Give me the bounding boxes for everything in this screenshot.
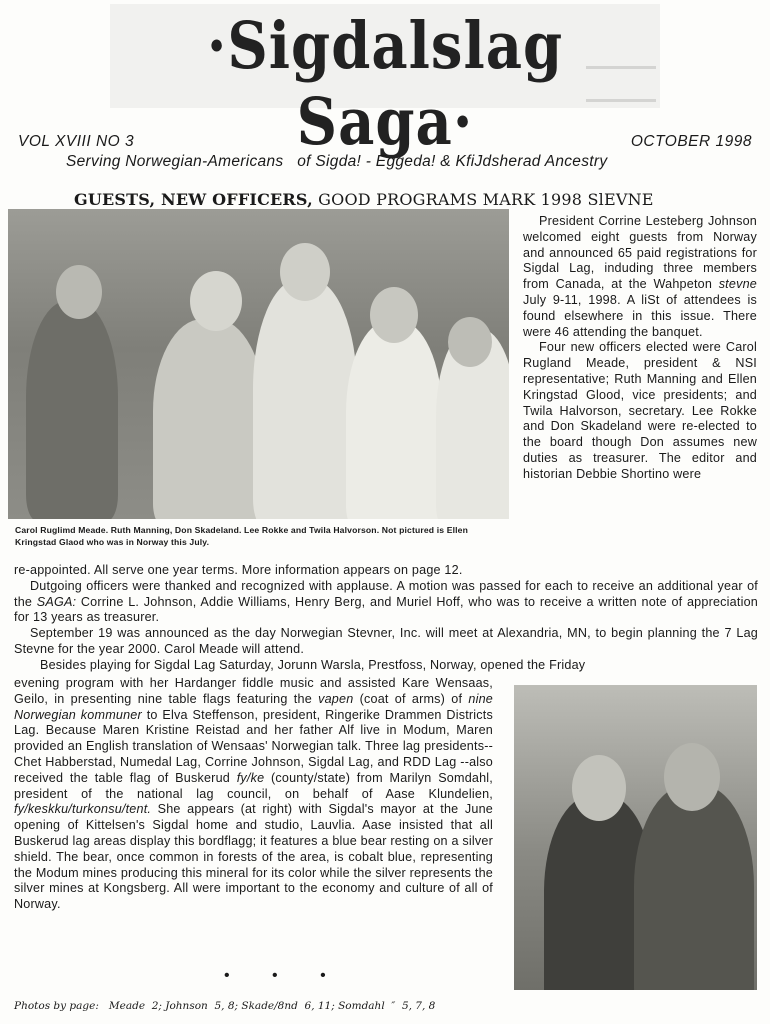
text-run: (county/state) from Marilyn Somdahl, president of the national lag council, on behalf of Aase Klundelien,	[14, 770, 494, 801]
masthead-title: ·Sigdalslag Saga·	[206, 8, 564, 160]
article-paragraph-5	[14, 676, 493, 913]
masthead-bleedthrough	[586, 66, 656, 102]
headline-bold: GUESTS, NEW OFFICERS,	[74, 190, 313, 209]
text-run: She appears (at right) with Sigdal's mayor at the June opening of Kittelsen's Sigdal home and studio, Lauvlia. Aase insisted that all Buskerud lag areas display this bordflagg; it features a blue bear resting on a silver shield. The bear, once common in forests of the area, is cobalt blue, representing the Modum mines producing this mineral for its color while the silver represents the silver mines at Kongsberg. All were important to the economy and culture of all of Norway.	[14, 802, 493, 912]
text-run: Corrine L. Johnson, Addie Williams, Henry Berg, and Muriel Hoff, who was to receive a written note of appreciation for 13 years as treasurer.	[14, 594, 758, 625]
article-right-column	[523, 214, 757, 483]
text-run-italic: nine Norwegian kommuner	[14, 691, 493, 722]
text-run: July 9-11, 1998. A liSt of attendees is found elsewhere in this issue. There were 46 attending the banquet.	[523, 292, 757, 339]
text-run-italic: stevne	[718, 277, 757, 292]
text-run-italic: fy/keskku/turkonsu/tent.	[14, 802, 152, 817]
article-body	[14, 563, 758, 674]
article-paragraph-2-continued: re-appointed. All serve one year terms. More information appears on page 12.	[14, 563, 463, 577]
article-paragraph-3	[14, 579, 758, 626]
issue-date: OCTOBER 1998	[630, 133, 752, 150]
text-run-italic: vapen	[318, 691, 354, 706]
article-lower-column	[14, 676, 493, 913]
text-run: to Elva Steffenson, president, Ringerike Drammen Districts Lag. Because Maren Kristine Reistad and her father Alf live in Modum, Maren provided an English translation of Wensaas' Norwegian talk. Three lag presidents-- Chet Habberstad, Numedal Lag, Corrine Johnson, Sigdal Lag, and RDD Lag --also received the table flag of Buskerud	[14, 707, 493, 785]
officers-photo	[8, 209, 509, 519]
klundelien-photo	[514, 685, 757, 990]
section-divider-dots: • • •	[224, 967, 345, 984]
photo-caption: Carol Ruglimd Meade. Ruth Manning, Don Skadeland. Lee Rokke and Twila Halvorson. Not pictured is Ellen Kringstad Glaod who was in Norway this July.	[15, 525, 469, 547]
subtitle: Serving Norwegian-Americans of Sigda! - Eggeda! & KfiJdsherad Ancestry	[66, 153, 608, 170]
masthead	[110, 4, 660, 160]
article-paragraph-5-lead: Besides playing for Sigdal Lag Saturday, Jorunn Warsla, Prestfoss, Norway, opened the Friday	[40, 657, 586, 672]
article-paragraph-2: Four new officers elected were Carol Rugland Meade, president & NSI representative; Ruth Manning and Ellen Kringstad Glood, vice presidents; and Twila Halvorson, secretary. Lee Rokke and Don Skadeland were re-elected to the board though Don assumes new duties as treasurer. The editor and historian Debbie Shortino were	[523, 340, 757, 481]
article-paragraph-1	[523, 214, 757, 340]
headline-rest: GOOD PROGRAMS MARK 1998 SlEVNE	[312, 190, 654, 209]
text-run-italic: SAGA:	[36, 594, 77, 609]
article-paragraph-4: September 19 was announced as the day Norwegian Stevner, Inc. will meet at Alexandria, MN, to begin planning the 7 Lag Stevne for the year 2000. Carol Meade will attend.	[14, 626, 758, 656]
text-run-italic: fy/ke	[236, 770, 265, 785]
text-run: (coat of arms) of	[353, 691, 469, 706]
text-run: President Corrine Lesteberg Johnson welcomed eight guests from Norway and announced 65 paid registrations for Sigdal Lag, induding three members from Canada, at the Wahpeton	[523, 214, 757, 292]
text-run: evening program with her Hardanger fiddle music and assisted Kare Wensaas, Geilo, in presenting nine table flags featuring the	[14, 676, 493, 706]
volume-number: VOL XVIII NO 3	[18, 133, 135, 150]
text-run: Dutgoing officers were thanked and recognized with applause. A motion was passed for each to receive an additional year of the	[14, 578, 758, 609]
headline	[74, 190, 654, 209]
photo-credits: Photos by page: Meade 2; Johnson 5, 8; Skade/8nd 6, 11; Somdahl ″ 5, 7, 8	[14, 1000, 436, 1012]
